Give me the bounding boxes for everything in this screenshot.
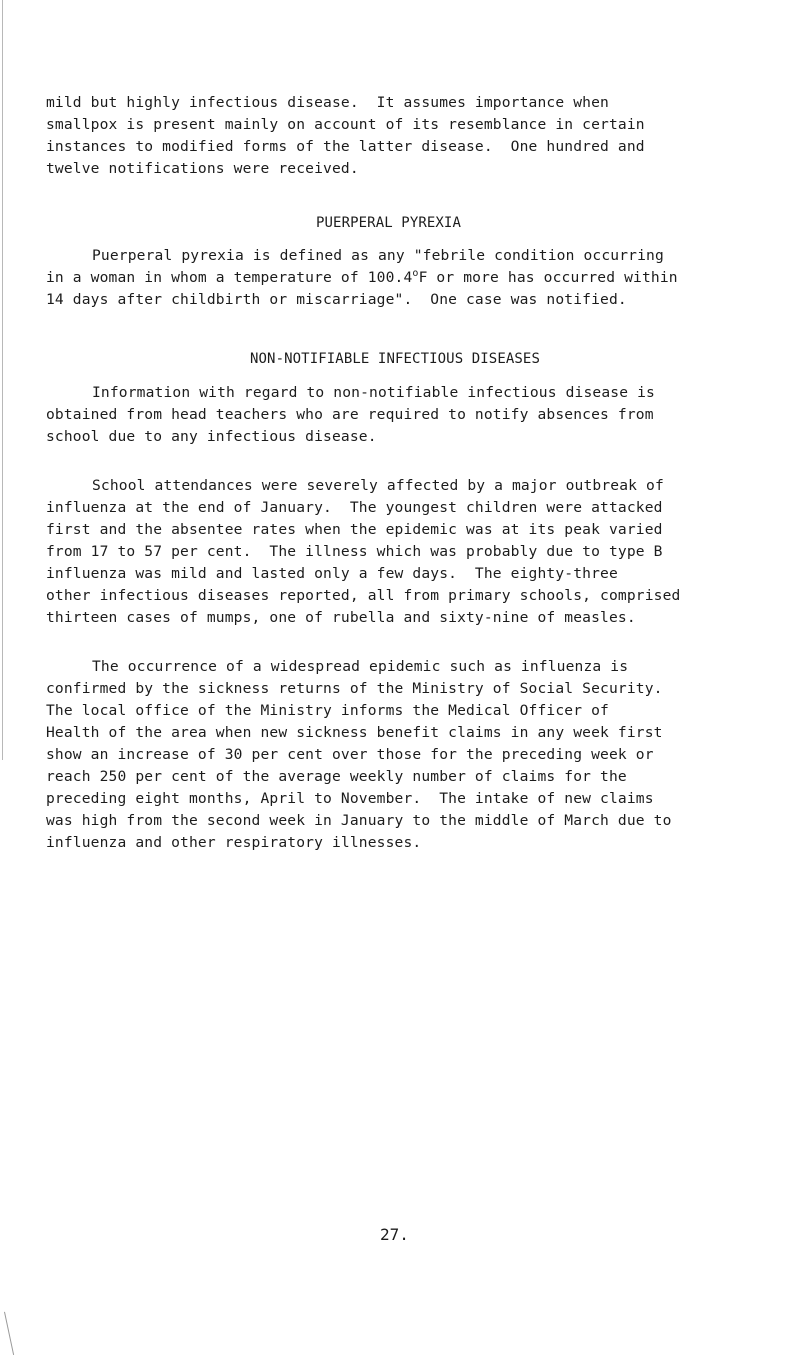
non-notifiable-para3-line-2: confirmed by the sickness returns of the Ministry of Social Security. (46, 680, 663, 697)
section-heading-puerperal-pyrexia: PUERPERAL PYREXIA (316, 215, 461, 231)
non-notifiable-para3-line-5: show an increase of 30 per cent over those for the preceding week or (46, 746, 654, 763)
non-notifiable-para2-line-5: influenza was mild and lasted only a few days. The eighty-three (46, 565, 618, 582)
non-notifiable-para3-line-3: The local office of the Ministry informs the Medical Officer of (46, 702, 609, 719)
intro-line-1: mild but highly infectious disease. It assumes importance when (46, 94, 609, 111)
non-notifiable-para2-line-6: other infectious diseases reported, all from primary schools, comprised (46, 587, 681, 604)
puerperal-line-2-start: in a woman in whom a temperature of 100.4 (46, 269, 413, 286)
margin-mark (4, 1312, 14, 1355)
page-number: 27. (380, 1225, 409, 1244)
non-notifiable-para2-line-2: influenza at the end of January. The youngest children were attacked (46, 499, 663, 516)
non-notifiable-para2-line-7: thirteen cases of mumps, one of rubella and sixty-nine of measles. (46, 609, 636, 626)
puerperal-line-1: Puerperal pyrexia is defined as any "febrile condition occurring (92, 247, 664, 264)
non-notifiable-para1-line-1: Information with regard to non-notifiable infectious disease is (92, 384, 655, 401)
non-notifiable-para3-line-4: Health of the area when new sickness benefit claims in any week first (46, 724, 663, 741)
non-notifiable-para3-line-1: The occurrence of a widespread epidemic such as influenza is (92, 658, 629, 675)
section-heading-non-notifiable: NON-NOTIFIABLE INFECTIOUS DISEASES (250, 351, 540, 367)
puerperal-line-2-end: F or more has occurred within (418, 269, 678, 286)
non-notifiable-para2-line-4: from 17 to 57 per cent. The illness which was probably due to type B (46, 543, 663, 560)
non-notifiable-para3-line-9: influenza and other respiratory illnesses. (46, 834, 422, 851)
intro-line-3: instances to modified forms of the latter disease. One hundred and (46, 138, 645, 155)
non-notifiable-para2-line-1: School attendances were severely affected by a major outbreak of (92, 477, 664, 494)
degree-superscript: o (412, 268, 419, 279)
non-notifiable-para1-line-3: school due to any infectious disease. (46, 428, 377, 445)
puerperal-line-3: 14 days after childbirth or miscarriage". One case was notified. (46, 291, 627, 308)
non-notifiable-para3-line-7: preceding eight months, April to November. The intake of new claims (46, 790, 654, 807)
left-margin-line (2, 0, 3, 760)
non-notifiable-para2-line-3: first and the absentee rates when the epidemic was at its peak varied (46, 521, 663, 538)
non-notifiable-para1-line-2: obtained from head teachers who are required to notify absences from (46, 406, 654, 423)
puerperal-line-2 (46, 267, 678, 289)
intro-line-2: smallpox is present mainly on account of its resemblance in certain (46, 116, 645, 133)
non-notifiable-para3-line-8: was high from the second week in January to the middle of March due to (46, 812, 672, 829)
intro-line-4: twelve notifications were received. (46, 160, 359, 177)
non-notifiable-para3-line-6: reach 250 per cent of the average weekly number of claims for the (46, 768, 627, 785)
